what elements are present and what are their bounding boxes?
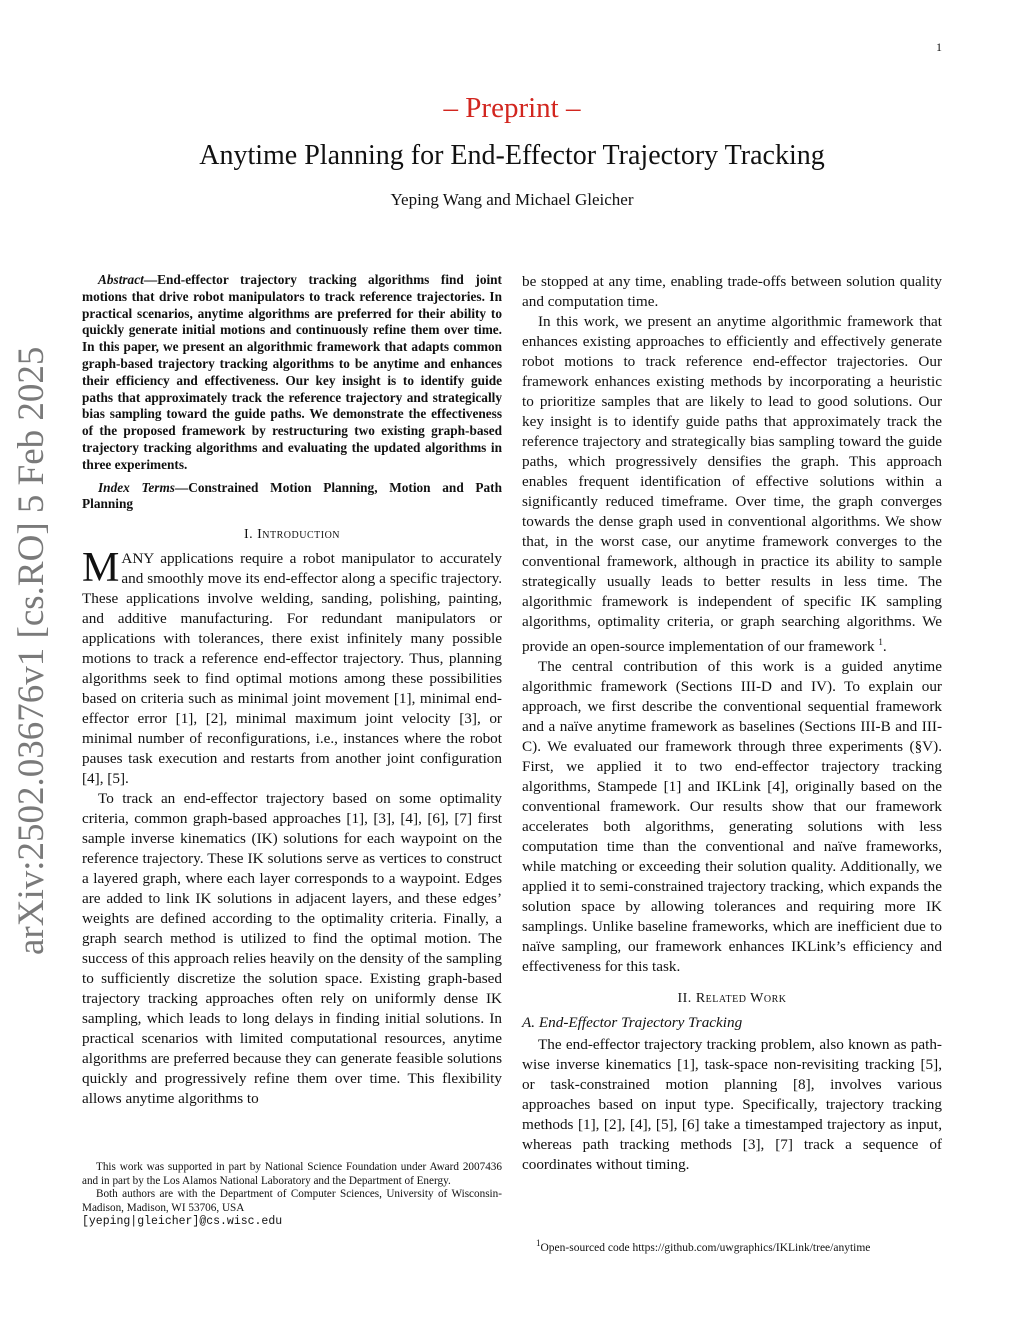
right-footnote-number: 1: [536, 1238, 541, 1248]
paper-title: Anytime Planning for End-Effector Trajectory Tracking: [199, 140, 825, 171]
right-paragraph-2: The central contribution of this work is a guided anytime algorithmic framework (Sections III-D and IV). To explain our approach, we first describe the conventional sequential framework and a naïve anytime framework as baselines (Sections III-B and III-C). We evaluated our framework through three experiments (§V). First, we applied it to two end-effector trajectory tracking algorithms, Stampede [1] and IKLink [4], originally based on the conventional framework. Our results show that our framework accelerates both algorithms, generating solutions with less computation time than the conventional and naïve frameworks, while matching or exceeding their solution quality. Additionally, we applied it to semi-constrained trajectory tracking, which expands the solution space by allowing tolerances and requiring more IK samplings. Unlike baseline frameworks, which are inefficient due to naïve sampling, our framework enhances IKLink’s efficiency and effectiveness for this task.: [522, 658, 942, 976]
intro-paragraph-2: To track an end-effector trajectory based on some optimality criteria, common graph-based approaches [1], [3], [4], [6], [7] first sample inverse kinematics (IK) solutions for each waypoint on the reference trajectory. These IK solutions serve as vertices to construct a layered graph, where each layer corresponds to a waypoint. Edges are added to link IK solutions in adjacent layers, and these edges’ weights are defined according to the optimality criteria. Finally, a graph search method is utilized to find the optimal motion. The success of this approach relies heavily on the density of the sampling to sufficiently discretize the solution space. Existing graph-based trajectory tracking approaches often rely on uniformly dense IK sampling, which leads to long delays in finding initial solutions. In practical scenarios with limited computational resources, anytime algorithms are preferred because they can generate feasible solutions quickly and progressively refine them over time. This flexibility allows anytime algorithms to: [82, 790, 502, 1108]
right-column: [522, 272, 942, 1175]
footnote-marker: 1: [878, 637, 883, 647]
abstract-label: Abstract: [98, 272, 144, 287]
right-paragraph-1: In this work, we present an anytime algorithmic framework that enhances existing approaches to efficiently and effectively generate robot motions to track reference end-effector trajectories. Our framework enhances existing methods by incorporating a heuristic to prioritize samples that are likely to lead to good solutions. Our key insight is to identify guide paths that approximately track the reference trajectory and strategically bias sampling toward the guide paths, which progressively densifies the graph. This approach enables frequent identification of effective solutions within a significantly reduced timeframe. Over time, the graph converges towards the dense graph used in conventional algorithms. We show that, in the worst case, our anytime framework converges to the conventional framework, although in practice its ability to sample strategically usually leads to better results in less time. The algorithmic framework is independent of specific IK sampling algorithms, optimality criteria, or graph searching algorithms. We provide an open-source implementation of our framework $^1$.: [522, 313, 942, 656]
subsection-heading: A. End-Effector Trajectory Tracking: [522, 1014, 743, 1032]
arxiv-stamp: arXiv:2502.03676v1 [cs.RO] 5 Feb 2025: [11, 346, 52, 955]
right-footnote: [522, 1236, 942, 1255]
left-footnotes: [82, 1161, 502, 1229]
section-title: Introduction: [257, 527, 341, 543]
section-title: Related Work: [695, 991, 787, 1007]
funding-footnote: This work was supported in part by National Science Foundation under Award 2007436 and in part by the Los Alamos National Laboratory and the Department of Energy.: [82, 1161, 502, 1187]
section-number: II.: [677, 991, 692, 1007]
left-column: [82, 272, 502, 1109]
index-terms: [82, 480, 502, 514]
right-footnote-text: Open-sourced code https://github.com/uwgraphics/IKLink/tree/anytime: [540, 1241, 871, 1254]
drop-cap: M: [82, 545, 120, 592]
right-paragraph-1-text: In this work, we present an anytime algorithmic framework that enhances existing approaches to efficiently and effectively generate robot motions to track reference end-effector trajectories. Our framework enhances existing methods by incorporating a heuristic to prioritize samples that are likely to lead to good solutions. Our key insight is to identify guide paths that approximately track the reference trajectory and strategically bias sampling toward the guide paths, which progressively densifies the graph. This approach enables frequent identification of effective solutions within a significantly reduced timeframe. Over time, the graph converges towards the dense graph used in conventional algorithms. We show that, in the worst case, our anytime framework converges to the conventional framework, although in practice its ability to sample strategically usually leads to better results in less time. The algorithmic framework is independent of specific IK sampling algorithms, optimality criteria, or graph searching algorithms. We provide an open-source implementation of our framework: [522, 313, 942, 656]
related-work-paragraph: The end-effector trajectory tracking problem, also known as path-wise inverse kinematics [1], task-space non-revisiting tracking [5], or task-constrained motion planning [8], involves various approaches based on input type. Specifically, trajectory tracking methods [1], [2], [4], [5], [6] take a timestamped trajectory as input, whereas path tracking methods [3], [7] track a sequence of coordinates without timing.: [522, 1036, 942, 1174]
abstract-text: —End-effector trajectory tracking algorithms find joint motions that drive robot manipulators to track reference trajectories. In practical scenarios, anytime algorithms are preferred for their ability to quickly generate initial motions and continuously refine them over time. In this paper, we present an algorithmic framework that adapts common graph-based trajectory tracking algorithms to be anytime and enhances their efficiency and effectiveness. Our key insight is to identify guide paths that approximately track the reference trajectory and strategically bias sampling toward the guide paths. We demonstrate the effectiveness of the proposed framework by restructuring two existing graph-based trajectory tracking algorithms and evaluating the updated algorithms in three experiments.: [82, 272, 502, 472]
page-number: 1: [936, 40, 942, 54]
author-emails: [yeping|gleicher]@cs.wisc.edu: [82, 1215, 283, 1228]
section-heading-related-work: [522, 991, 942, 1007]
abstract: [82, 272, 502, 474]
affiliation-footnote: Both authors are with the Department of Computer Sciences, University of Wisconsin-Madison, Madison, WI 53706, USA: [82, 1188, 502, 1214]
section-number: I.: [243, 527, 254, 543]
section-heading-introduction: [82, 527, 502, 543]
index-terms-text: —Constrained Motion Planning, Motion and Path Planning: [82, 479, 502, 512]
index-terms-label: Index Terms: [98, 479, 175, 495]
right-continuation: be stopped at any time, enabling trade-offs between solution quality and computation time.: [522, 273, 942, 310]
intro-paragraph-1-text: ANY applications require a robot manipulator to accurately and smoothly move its end-effector along a specific trajectory. These applications involve welding, sanding, polishing, painting, and additive manufacturing. For redundant manipulators or applications with tolerances, there exist infinitely many possible motions to track a reference end-effector trajectory. Thus, planning algorithms seek to find optimal motions among these possibilities based on criteria such as minimal joint movement [1], minimal end-effector error [1], [2], minimal maximum joint velocity [3], or minimal number of reconfigurations, i.e., instances where the robot pauses task execution and restarts from another joint configuration [4], [5].: [82, 550, 502, 788]
paper-authors: Yeping Wang and Michael Gleicher: [390, 190, 634, 209]
intro-paragraph-1: [82, 545, 502, 789]
preprint-label: – Preprint –: [443, 92, 581, 124]
